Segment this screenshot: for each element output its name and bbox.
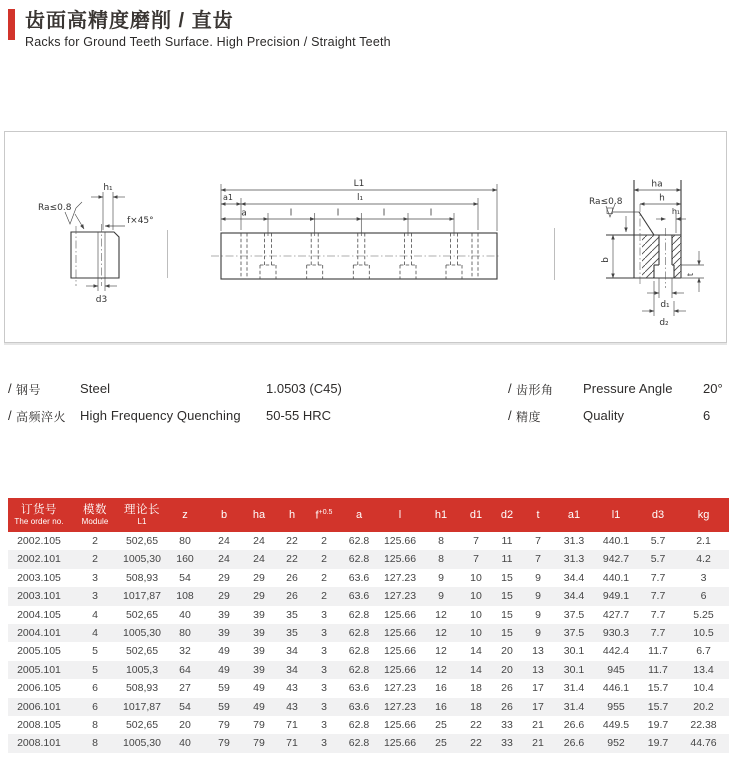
table-cell: 31.3 bbox=[563, 553, 585, 566]
table-cell: 25 bbox=[435, 737, 447, 750]
table-cell: 502,65 bbox=[125, 645, 159, 658]
dim-label-d2: d₂ bbox=[659, 318, 669, 328]
table-cell: 449.5 bbox=[602, 719, 630, 732]
spec-quality bbox=[508, 408, 710, 425]
table-cell: 2 bbox=[92, 553, 98, 566]
table-cell: 3 bbox=[321, 663, 327, 676]
table-cell: 502,65 bbox=[125, 608, 159, 621]
table-cell: 502,65 bbox=[125, 535, 159, 547]
table-cell: 62.8 bbox=[348, 719, 370, 732]
spec-slash: / bbox=[8, 381, 12, 396]
table-cell: 21 bbox=[532, 719, 544, 732]
dim-label-l: l bbox=[429, 208, 433, 219]
table-cell: 2005.105 bbox=[17, 645, 61, 658]
table-cell: 18 bbox=[470, 700, 482, 713]
table-cell: 29 bbox=[218, 590, 230, 603]
table-cell: 13 bbox=[532, 663, 544, 676]
table-cell: 3 bbox=[92, 571, 98, 584]
table-cell: 9 bbox=[535, 608, 541, 621]
table-cell: 26.6 bbox=[563, 737, 585, 750]
table-cell: 19.7 bbox=[647, 737, 669, 750]
table-cell: 427.7 bbox=[602, 608, 630, 621]
table-cell: 440.1 bbox=[602, 571, 630, 584]
rack-front-view-drawing bbox=[202, 168, 502, 298]
table-cell: 3 bbox=[700, 571, 707, 584]
table-cell: 49 bbox=[253, 700, 265, 713]
table-cell: 24 bbox=[218, 553, 230, 566]
table-cell: 7 bbox=[535, 553, 541, 566]
table-row bbox=[8, 734, 729, 752]
spec-steel-zh: 钢号 bbox=[16, 383, 42, 397]
table-cell: 31.4 bbox=[563, 700, 585, 713]
spec-steel-en: Steel bbox=[80, 381, 111, 396]
table-cell: 2003.101 bbox=[17, 590, 61, 603]
dim-label-a1: a1 bbox=[223, 193, 233, 202]
dim-label-a: a bbox=[241, 208, 247, 219]
table-cell: 39 bbox=[218, 627, 230, 640]
spec-quality-en: Quality bbox=[583, 408, 625, 423]
col-header-a1: a1 bbox=[554, 498, 594, 532]
table-cell: 37.5 bbox=[563, 608, 585, 621]
table-cell: 20 bbox=[179, 719, 191, 732]
table-cell: 21 bbox=[532, 737, 544, 750]
table-cell: 16 bbox=[435, 700, 447, 713]
table-cell: 9 bbox=[535, 627, 541, 640]
table-cell: 3 bbox=[321, 608, 327, 621]
table-cell: 9 bbox=[438, 571, 444, 584]
table-cell: 2.1 bbox=[696, 535, 711, 547]
table-cell: 5.7 bbox=[650, 535, 666, 547]
table-cell: 12 bbox=[435, 608, 447, 621]
table-cell: 3 bbox=[321, 645, 327, 658]
table-cell: 17 bbox=[532, 700, 544, 713]
table-cell: 20 bbox=[501, 645, 513, 658]
product-table bbox=[8, 498, 729, 753]
table-cell: 1005,30 bbox=[123, 737, 161, 750]
table-cell: 54 bbox=[179, 700, 191, 713]
rack-end-section-drawing bbox=[7, 140, 177, 315]
dim-label-h: h bbox=[659, 193, 665, 204]
table-cell: 54 bbox=[179, 571, 191, 584]
table-cell: 440.1 bbox=[602, 535, 630, 547]
table-cell: 79 bbox=[253, 737, 265, 750]
table-cell: 942.7 bbox=[602, 553, 630, 566]
table-cell: 26 bbox=[286, 590, 298, 603]
table-cell: 49 bbox=[253, 682, 265, 695]
spec-steel bbox=[8, 381, 342, 398]
dim-label-d3: d3 bbox=[95, 295, 108, 305]
table-cell: 945 bbox=[607, 663, 625, 676]
table-cell: 14 bbox=[470, 645, 482, 658]
dim-label-l: l bbox=[336, 208, 340, 219]
spec-quality-zh: 精度 bbox=[516, 410, 542, 424]
table-cell: 2 bbox=[321, 571, 327, 584]
table-cell: 44.76 bbox=[690, 737, 717, 750]
table-cell: 12 bbox=[435, 663, 447, 676]
col-header-d1: d1 bbox=[460, 498, 492, 532]
table-cell: 29 bbox=[253, 590, 265, 603]
table-cell: 10 bbox=[470, 627, 482, 640]
table-cell: 49 bbox=[218, 663, 230, 676]
col-header-theoretical-length: 理论长 L1 bbox=[120, 498, 164, 532]
table-cell: 18 bbox=[470, 682, 482, 695]
rack-side-section-drawing bbox=[575, 146, 730, 328]
table-cell: 6.7 bbox=[696, 645, 711, 658]
table-cell: 63.6 bbox=[348, 682, 370, 695]
page-title: 齿面高精度磨削 / 直齿 bbox=[25, 10, 234, 32]
table-cell: 26 bbox=[501, 682, 513, 695]
table-cell: 2006.105 bbox=[17, 682, 61, 695]
col-header-d2: d2 bbox=[492, 498, 522, 532]
table-cell: 125.66 bbox=[383, 553, 417, 566]
table-cell: 79 bbox=[218, 719, 230, 732]
table-cell: 2006.101 bbox=[17, 700, 61, 713]
col-header-l1: l1 bbox=[594, 498, 638, 532]
table-cell: 127.23 bbox=[383, 590, 417, 603]
col-header-ha: ha bbox=[242, 498, 276, 532]
dim-label-l1: l₁ bbox=[356, 193, 364, 203]
table-cell: 71 bbox=[286, 719, 298, 732]
table-cell: 30.1 bbox=[563, 645, 585, 658]
col-header-f: $f^{+0.5}$ bbox=[308, 498, 340, 532]
table-cell: 5 bbox=[92, 645, 98, 658]
table-cell: 62.8 bbox=[348, 645, 370, 658]
table-cell: 6 bbox=[92, 682, 98, 695]
table-cell: 5.7 bbox=[650, 553, 666, 566]
product-table-wrap bbox=[8, 498, 729, 753]
table-cell: 127.23 bbox=[383, 571, 417, 584]
table-cell: 39 bbox=[253, 627, 265, 640]
table-row bbox=[8, 679, 729, 697]
table-cell: 2 bbox=[321, 535, 327, 547]
table-cell: 31.4 bbox=[563, 682, 585, 695]
table-cell: 3 bbox=[321, 737, 327, 750]
surface-finish-label: Ra≤0.8 bbox=[589, 197, 623, 207]
table-cell: 17 bbox=[532, 682, 544, 695]
table-cell: 14 bbox=[470, 663, 482, 676]
col-header-z: z bbox=[164, 498, 206, 532]
spec-pressure-angle-en: Pressure Angle bbox=[583, 381, 673, 396]
table-cell: 15 bbox=[501, 590, 513, 603]
page-subtitle: Racks for Ground Teeth Surface. High Precision / Straight Teeth bbox=[25, 35, 391, 49]
table-cell: 13.4 bbox=[693, 663, 714, 676]
table-cell: 24 bbox=[253, 535, 265, 547]
table-cell: 63.6 bbox=[348, 590, 370, 603]
table-cell: 62.8 bbox=[348, 553, 370, 566]
dim-label-ha: ha bbox=[651, 179, 663, 190]
table-cell: 22 bbox=[470, 737, 482, 750]
table-cell: 7 bbox=[473, 535, 479, 547]
table-cell: 1017,87 bbox=[123, 700, 161, 713]
table-cell: 7.7 bbox=[650, 627, 666, 640]
table-cell: 3 bbox=[92, 590, 98, 603]
table-cell: 13 bbox=[532, 645, 544, 658]
table-cell: 2 bbox=[321, 590, 327, 603]
table-cell: 24 bbox=[253, 553, 265, 566]
table-cell: 930.3 bbox=[602, 627, 630, 640]
table-cell: 9 bbox=[535, 571, 541, 584]
table-cell: 49 bbox=[218, 645, 230, 658]
table-cell: 39 bbox=[253, 663, 265, 676]
table-cell: 10.4 bbox=[693, 682, 714, 695]
table-cell: 26 bbox=[501, 700, 513, 713]
table-cell: 108 bbox=[176, 590, 194, 603]
spec-steel-value: 1.0503 (C45) bbox=[266, 381, 342, 396]
table-cell: 4 bbox=[92, 608, 98, 621]
technical-drawing-panel bbox=[4, 131, 727, 343]
table-row bbox=[8, 532, 729, 550]
table-header bbox=[8, 498, 729, 532]
spec-quenching-en: High Frequency Quenching bbox=[80, 408, 241, 423]
table-cell: 6 bbox=[700, 590, 707, 603]
table-cell: 502,65 bbox=[125, 719, 159, 732]
table-cell: 80 bbox=[179, 535, 191, 547]
col-header-h: h bbox=[276, 498, 308, 532]
table-cell: 35 bbox=[286, 608, 298, 621]
table-body bbox=[8, 532, 729, 753]
table-cell: 125.66 bbox=[383, 663, 417, 676]
spec-quenching-value: 50-55 HRC bbox=[266, 408, 332, 423]
table-cell: 8 bbox=[438, 535, 444, 547]
table-cell: 125.66 bbox=[383, 719, 417, 732]
table-cell: 35 bbox=[286, 627, 298, 640]
dim-label-h1: h₁ bbox=[103, 183, 113, 193]
table-cell: 39 bbox=[253, 608, 265, 621]
table-row bbox=[8, 661, 729, 679]
table-cell: 16 bbox=[435, 682, 447, 695]
dim-label-d1: d₁ bbox=[660, 300, 670, 310]
table-cell: 59 bbox=[218, 700, 230, 713]
table-cell: 63.6 bbox=[348, 700, 370, 713]
table-cell: 8 bbox=[438, 553, 444, 566]
table-row bbox=[8, 550, 729, 568]
table-cell: 10 bbox=[470, 571, 482, 584]
table-cell: 29 bbox=[253, 571, 265, 584]
table-cell: 34 bbox=[286, 645, 298, 658]
table-cell: 62.8 bbox=[348, 535, 370, 547]
table-cell: 4.2 bbox=[696, 553, 711, 566]
table-cell: 40 bbox=[179, 737, 191, 750]
table-cell: 34 bbox=[286, 663, 298, 676]
table-cell: 31.3 bbox=[563, 535, 585, 547]
table-cell: 9 bbox=[535, 590, 541, 603]
table-cell: 5.25 bbox=[693, 608, 714, 621]
table-cell: 10.5 bbox=[693, 627, 714, 640]
table-row bbox=[8, 642, 729, 660]
table-cell: 3 bbox=[321, 719, 327, 732]
col-header-a: a bbox=[340, 498, 378, 532]
spec-pressure-angle bbox=[508, 381, 723, 398]
spec-quality-value: 6 bbox=[703, 408, 711, 423]
table-cell: 2004.101 bbox=[17, 627, 61, 640]
table-cell: 7.7 bbox=[650, 608, 666, 621]
dim-label-b: b bbox=[601, 257, 611, 263]
col-header-d3: d3 bbox=[638, 498, 678, 532]
table-cell: 26 bbox=[286, 571, 298, 584]
surface-finish-label: Ra≤0.8 bbox=[38, 203, 72, 213]
table-cell: 25 bbox=[435, 719, 447, 732]
table-row bbox=[8, 606, 729, 624]
drawing-divider bbox=[554, 228, 555, 280]
dim-label-h1: h₁ bbox=[671, 207, 681, 216]
table-cell: 446.1 bbox=[602, 682, 630, 695]
table-cell: 59 bbox=[218, 682, 230, 695]
table-cell: 34.4 bbox=[563, 571, 585, 584]
table-cell: 2008.101 bbox=[17, 737, 61, 750]
table-cell: 7 bbox=[473, 553, 479, 566]
dim-label-t: t bbox=[686, 272, 695, 277]
table-cell: 39 bbox=[253, 645, 265, 658]
table-row bbox=[8, 569, 729, 587]
table-cell: 125.66 bbox=[383, 535, 417, 547]
table-cell: 2 bbox=[92, 535, 98, 547]
table-cell: 508,93 bbox=[125, 571, 159, 584]
table-cell: 3 bbox=[321, 682, 327, 695]
table-cell: 62.8 bbox=[348, 663, 370, 676]
table-cell: 11.7 bbox=[648, 663, 668, 676]
table-row bbox=[8, 624, 729, 642]
table-cell: 20.2 bbox=[693, 700, 714, 713]
table-cell: 43 bbox=[286, 682, 298, 695]
page-header bbox=[8, 9, 391, 49]
table-cell: 508,93 bbox=[125, 682, 159, 695]
table-cell: 15 bbox=[501, 608, 513, 621]
table-cell: 40 bbox=[179, 608, 191, 621]
table-cell: 15.7 bbox=[647, 700, 669, 713]
table-cell: 22 bbox=[286, 553, 298, 566]
table-cell: 125.66 bbox=[383, 627, 417, 640]
spec-pressure-angle-zh: 齿形角 bbox=[516, 383, 554, 397]
accent-bar bbox=[8, 9, 15, 40]
table-cell: 1017,87 bbox=[123, 590, 161, 603]
table-cell: 11.7 bbox=[648, 645, 668, 658]
table-cell: 27 bbox=[179, 682, 191, 695]
table-cell: 37.5 bbox=[563, 627, 585, 640]
table-cell: 43 bbox=[286, 700, 298, 713]
col-header-module: 模数 Module bbox=[70, 498, 120, 532]
table-cell: 2 bbox=[321, 553, 327, 566]
table-cell: 24 bbox=[218, 535, 230, 547]
table-cell: 5 bbox=[92, 663, 98, 676]
table-cell: 12 bbox=[435, 645, 447, 658]
table-cell: 22 bbox=[470, 719, 482, 732]
table-cell: 79 bbox=[218, 737, 230, 750]
table-cell: 62.8 bbox=[348, 627, 370, 640]
table-cell: 33 bbox=[501, 719, 513, 732]
table-cell: 2004.105 bbox=[17, 608, 61, 621]
table-row bbox=[8, 587, 729, 605]
table-cell: 34.4 bbox=[563, 590, 585, 603]
table-cell: 62.8 bbox=[348, 737, 370, 750]
spec-quenching-zh: 高频淬火 bbox=[16, 410, 67, 424]
spec-slash: / bbox=[508, 408, 512, 423]
table-cell: 2003.105 bbox=[17, 571, 61, 584]
table-cell: 125.66 bbox=[383, 737, 417, 750]
table-cell: 125.66 bbox=[383, 608, 417, 621]
table-cell: 20 bbox=[501, 663, 513, 676]
table-cell: 4 bbox=[92, 627, 98, 640]
table-cell: 19.7 bbox=[647, 719, 669, 732]
table-cell: 8 bbox=[92, 719, 98, 732]
col-header-t: t bbox=[522, 498, 554, 532]
table-cell: 2002.101 bbox=[17, 553, 61, 566]
dim-label-l: l bbox=[289, 208, 293, 219]
table-cell: 11 bbox=[501, 553, 513, 566]
table-cell: 127.23 bbox=[383, 700, 417, 713]
table-row bbox=[8, 698, 729, 716]
table-cell: 952 bbox=[607, 737, 625, 750]
table-cell: 79 bbox=[253, 719, 265, 732]
table-cell: 62.8 bbox=[348, 608, 370, 621]
table-cell: 63.6 bbox=[348, 571, 370, 584]
dim-label-chamfer: f×45° bbox=[127, 216, 154, 226]
table-cell: 949.1 bbox=[602, 590, 630, 603]
table-cell: 3 bbox=[321, 627, 327, 640]
table-cell: 8 bbox=[92, 737, 98, 750]
table-cell: 7.7 bbox=[650, 590, 666, 603]
spec-slash: / bbox=[508, 381, 512, 396]
table-cell: 9 bbox=[438, 590, 444, 603]
table-cell: 22 bbox=[286, 535, 298, 547]
table-cell: 71 bbox=[286, 737, 298, 750]
table-cell: 2005.101 bbox=[17, 663, 61, 676]
table-cell: 12 bbox=[435, 627, 447, 640]
table-cell: 11 bbox=[501, 535, 513, 547]
table-cell: 7.7 bbox=[650, 571, 666, 584]
table-cell: 39 bbox=[218, 608, 230, 621]
table-cell: 7 bbox=[535, 535, 541, 547]
dim-label-l: l bbox=[382, 208, 386, 219]
col-header-l: l bbox=[378, 498, 422, 532]
table-cell: 1005,30 bbox=[123, 627, 161, 640]
spec-pressure-angle-value: 20° bbox=[703, 381, 723, 396]
table-cell: 15.7 bbox=[647, 682, 669, 695]
table-cell: 26.6 bbox=[563, 719, 585, 732]
col-header-order-no: 订货号 The order no. bbox=[8, 498, 70, 532]
table-cell: 10 bbox=[470, 590, 482, 603]
table-cell: 160 bbox=[176, 553, 194, 566]
table-cell: 64 bbox=[179, 663, 191, 676]
table-cell: 3 bbox=[321, 700, 327, 713]
spec-slash: / bbox=[8, 408, 12, 423]
col-header-kg: kg bbox=[678, 498, 729, 532]
table-cell: 955 bbox=[607, 700, 625, 713]
table-cell: 32 bbox=[179, 645, 191, 658]
table-cell: 10 bbox=[470, 608, 482, 621]
table-row bbox=[8, 716, 729, 734]
col-header-b: b bbox=[206, 498, 242, 532]
table-cell: 15 bbox=[501, 627, 513, 640]
table-cell: 2008.105 bbox=[17, 719, 61, 732]
table-cell: 6 bbox=[92, 700, 98, 713]
table-cell: 2002.105 bbox=[17, 535, 61, 547]
col-header-h1: h1 bbox=[422, 498, 460, 532]
table-cell: 29 bbox=[218, 571, 230, 584]
table-cell: 442.4 bbox=[602, 645, 630, 658]
spec-quenching bbox=[8, 408, 331, 425]
table-cell: 127.23 bbox=[383, 682, 417, 695]
table-cell: 22.38 bbox=[690, 719, 717, 732]
table-cell: 1005,3 bbox=[125, 663, 159, 676]
table-cell: 1005,30 bbox=[123, 553, 161, 566]
table-cell: 33 bbox=[501, 737, 513, 750]
table-cell: 80 bbox=[179, 627, 191, 640]
dim-label-L1: L1 bbox=[353, 179, 365, 189]
table-cell: 15 bbox=[501, 571, 513, 584]
table-cell: 125.66 bbox=[383, 645, 417, 658]
table-cell: 30.1 bbox=[563, 663, 585, 676]
